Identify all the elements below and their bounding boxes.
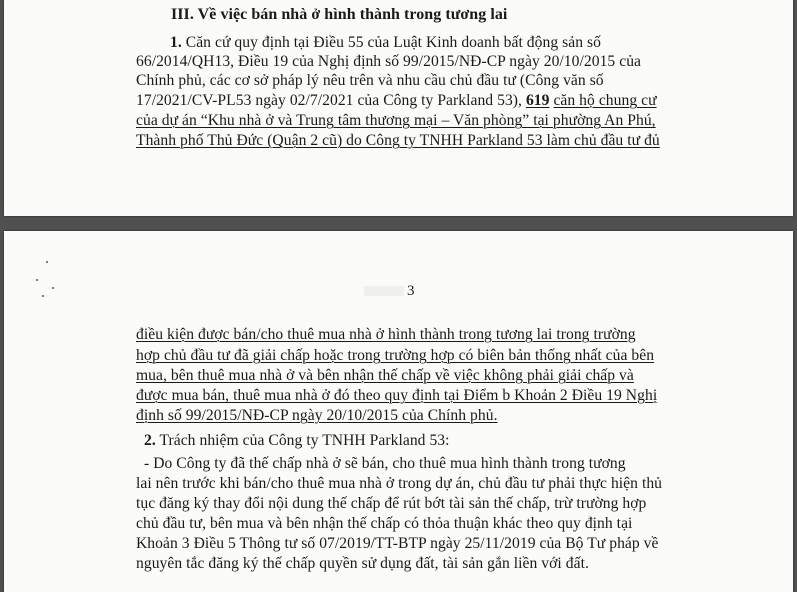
paragraph-line-4 [136, 91, 657, 110]
document-page-bottom [4, 231, 793, 592]
paragraph-line-6: Thành phố Thủ Đức (Quận 2 cũ) do Công ty TNHH Parkland 53 làm chủ đầu tư đủ [136, 132, 660, 149]
faint-stamp-mark [364, 286, 404, 296]
paragraph-line-3: Chính phủ, các cơ sở pháp lý nêu trên và nhu cầu chủ đầu tư (Công văn số [136, 72, 604, 89]
paragraph-text: 17/2021/CV-PL53 ngày 02/7/2021 của Công ty Parkland 53), [136, 92, 522, 109]
scan-specks [32, 251, 72, 301]
paragraph-line-1 [170, 33, 735, 52]
continued-line-4: được mua bán, thuê mua nhà ở đó theo quy định tại Điểm b Khoản 2 Điều 19 Nghị [136, 387, 658, 404]
body-line-6: nguyên tắc đăng ký thế chấp quyền sử dụng đất, tài sản gắn liền với đất. [136, 555, 589, 572]
body-line-3: tục đăng ký thay đổi nội dung thế chấp để rút bớt tài sản thế chấp, trừ trường hợp [136, 495, 647, 512]
page-number: 3 [407, 283, 415, 299]
item-number: 2. [144, 432, 156, 449]
body-line-5: Khoản 3 Điều 5 Thông tư số 07/2019/TT-BTP ngày 25/11/2019 của Bộ Tư pháp về [136, 535, 659, 552]
item-title: Trách nhiệm của Công ty TNHH Parkland 53: [159, 432, 450, 449]
continued-line-2: hợp chủ đầu tư đã giải chấp hoặc trong trường hợp có biên bản thống nhất của bên [136, 347, 655, 364]
body-line-2: lai nên trước khi bán/cho thuê mua nhà ở trong dự án, chủ đầu tư phải thực hiện thủ [136, 475, 663, 492]
document-page-top [4, 0, 793, 216]
paragraph-line-2: 66/2014/QH13, Điều 19 của Nghị định số 99/2015/NĐ-CP ngày 20/10/2015 của [136, 53, 642, 70]
continued-line-1: điều kiện được bán/cho thuê mua nhà ở hình thành trong tương lai trong trường [136, 326, 636, 343]
paragraph-line-5: của dự án “Khu nhà ở và Trung tâm thương mại – Văn phòng” tại phường An Phú, [136, 112, 656, 129]
continued-line-5: định số 99/2015/NĐ-CP ngày 20/10/2015 của Chính phủ. [136, 407, 498, 424]
paragraph-text: Căn cứ quy định tại Điều 55 của Luật Kinh doanh bất động sản số [185, 34, 601, 51]
section-heading: III. Về việc bán nhà ở hình thành trong tương lai [171, 6, 508, 23]
item-number: 1. [170, 34, 182, 51]
item-2-heading [144, 431, 450, 450]
apartment-count: 619 [525, 92, 550, 109]
body-line-4: chủ đầu tư, bên mua và bên nhận thế chấp có thỏa thuận khác theo quy định tại [136, 515, 633, 532]
continued-line-3: mua, bên thuê mua nhà ở và bên nhận thế chấp về việc không phải giải chấp và [136, 367, 634, 384]
paragraph-text-underlined: căn hộ chung cư [553, 92, 657, 109]
body-line-1: - Do Công ty đã thế chấp nhà ở sẽ bán, cho thuê mua hình thành trong tương [144, 455, 626, 472]
